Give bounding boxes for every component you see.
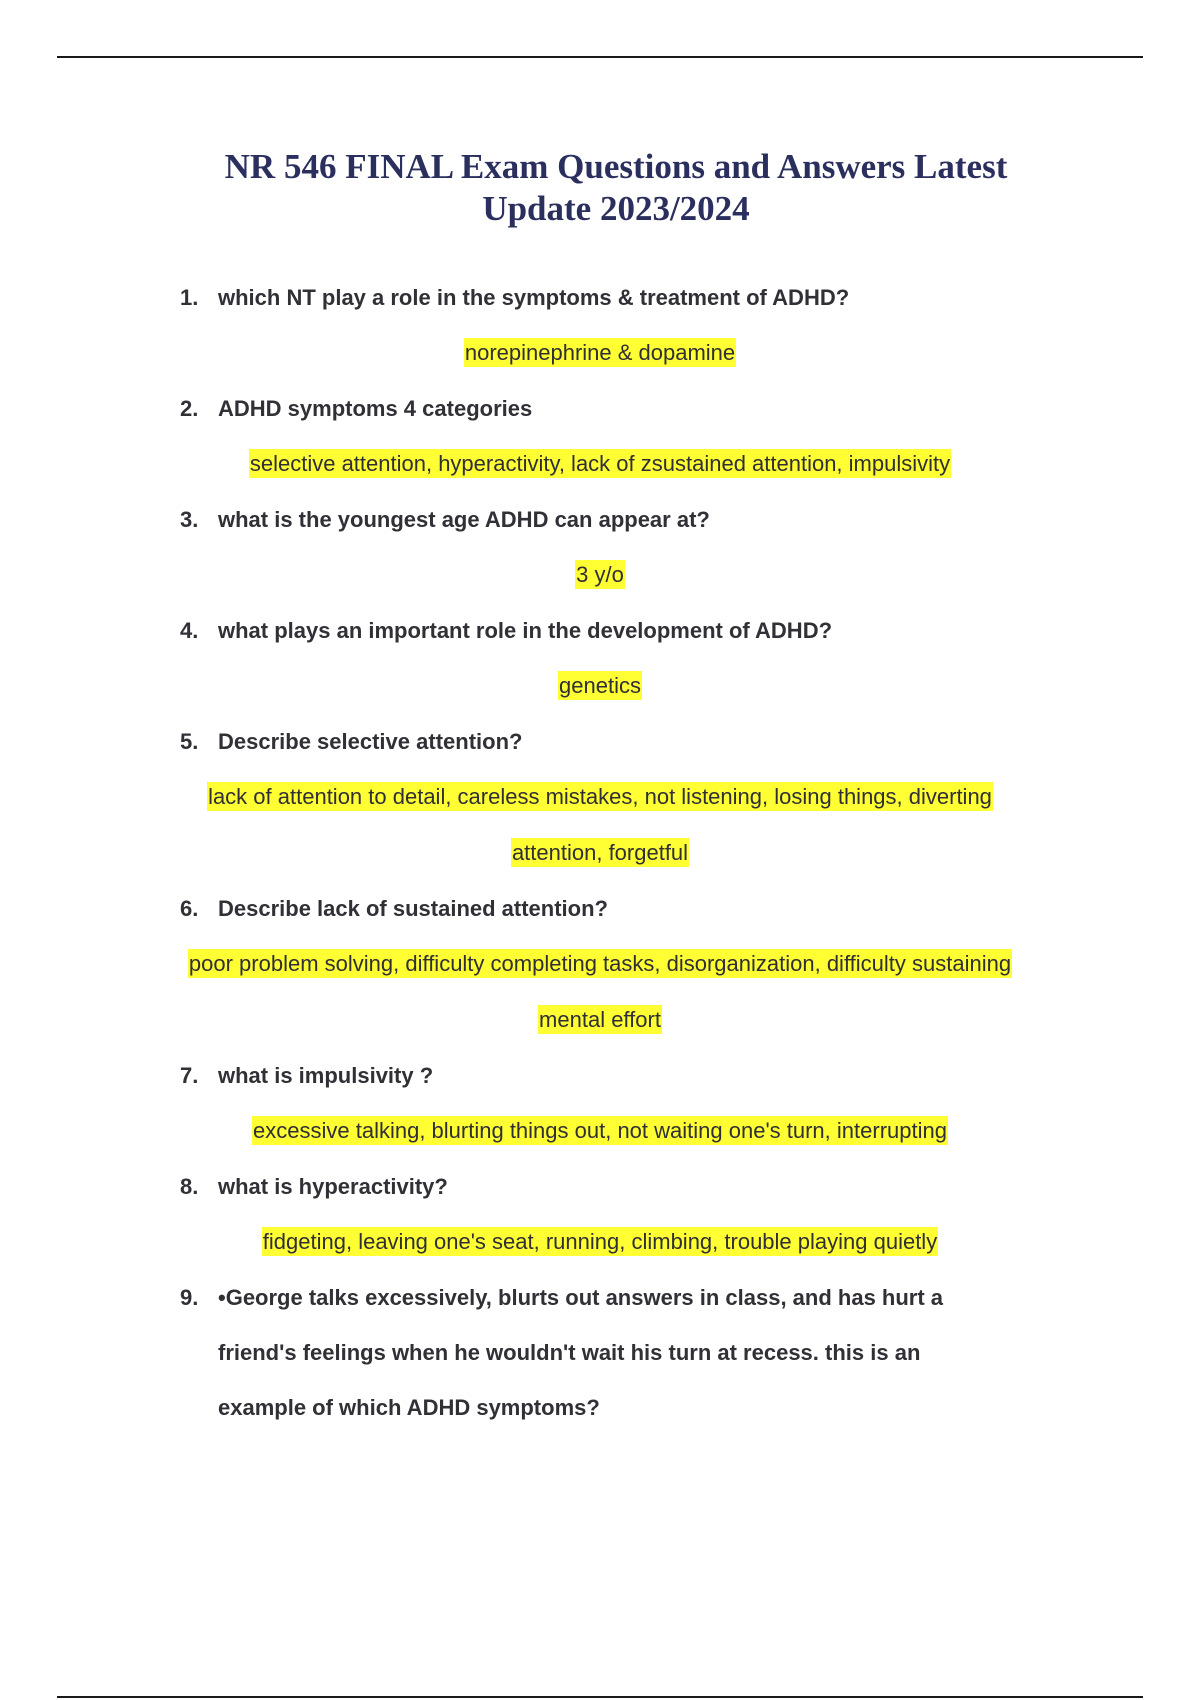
answer-highlight: 3 y/o xyxy=(576,562,624,587)
question-text xyxy=(218,1048,1038,1103)
question-text xyxy=(218,381,1038,436)
question-item xyxy=(0,603,1200,658)
question-item xyxy=(0,270,1200,325)
question-number: 3. xyxy=(180,507,199,532)
question-item xyxy=(0,492,1200,547)
question-line: what is the youngest age ADHD can appear at? xyxy=(218,507,710,532)
question-text xyxy=(218,881,1038,936)
question-number: 1. xyxy=(180,285,199,310)
answer-highlight: norepinephrine & dopamine xyxy=(464,340,736,365)
question-line: which NT play a role in the symptoms & treatment of ADHD? xyxy=(218,285,850,310)
question-line: what is hyperactivity? xyxy=(218,1174,448,1199)
question-line: friend's feelings when he wouldn't wait his turn at recess. this is an xyxy=(218,1340,921,1365)
question-number: 5. xyxy=(180,729,199,754)
answer-item xyxy=(0,547,1200,603)
answer-highlight: mental effort xyxy=(539,1007,661,1032)
answer-item xyxy=(0,769,1200,881)
question-number: 9. xyxy=(180,1285,199,1310)
question-number: 6. xyxy=(180,896,199,921)
question-item xyxy=(0,881,1200,936)
question-line: what is impulsivity ? xyxy=(218,1063,434,1088)
question-item xyxy=(0,1270,1200,1435)
qa-list xyxy=(0,270,1200,1435)
answer-item xyxy=(0,936,1200,1048)
answer-highlight: attention, forgetful xyxy=(511,840,689,865)
question-text xyxy=(218,1159,1038,1214)
answer-highlight: excessive talking, blurting things out, not waiting one's turn, interrupting xyxy=(253,1118,947,1143)
answer-item xyxy=(0,325,1200,381)
answer-item xyxy=(0,1214,1200,1270)
question-line: ADHD symptoms 4 categories xyxy=(218,396,533,421)
question-number: 8. xyxy=(180,1174,199,1199)
question-item xyxy=(0,714,1200,769)
title-line-1: NR 546 FINAL Exam Questions and Answers Latest xyxy=(224,147,1008,186)
question-text xyxy=(218,270,1038,325)
answer-item xyxy=(0,1103,1200,1159)
question-line: what plays an important role in the development of ADHD? xyxy=(218,618,833,643)
question-line: •George talks excessively, blurts out answers in class, and has hurt a xyxy=(218,1285,944,1310)
question-line: Describe selective attention? xyxy=(218,729,523,754)
question-text xyxy=(218,603,1038,658)
question-item xyxy=(0,381,1200,436)
question-line: Describe lack of sustained attention? xyxy=(218,896,608,921)
question-number: 7. xyxy=(180,1063,199,1088)
question-text xyxy=(218,714,1038,769)
bottom-rule xyxy=(57,1696,1143,1698)
top-rule xyxy=(57,56,1143,58)
question-text xyxy=(218,492,1038,547)
page-title xyxy=(120,146,1112,230)
answer-highlight: poor problem solving, difficulty completing tasks, disorganization, difficulty sustaining xyxy=(188,951,1012,976)
answer-item xyxy=(0,658,1200,714)
answer-highlight: genetics xyxy=(559,673,641,698)
answer-highlight: fidgeting, leaving one's seat, running, climbing, trouble playing quietly xyxy=(262,1229,938,1254)
question-number: 4. xyxy=(180,618,199,643)
answer-highlight: lack of attention to detail, careless mistakes, not listening, losing things, diverting xyxy=(208,784,992,809)
question-item xyxy=(0,1048,1200,1103)
question-number: 2. xyxy=(180,396,199,421)
question-item xyxy=(0,1159,1200,1214)
question-line: example of which ADHD symptoms? xyxy=(218,1395,600,1420)
answer-item xyxy=(0,436,1200,492)
answer-highlight: selective attention, hyperactivity, lack of zsustained attention, impulsivity xyxy=(249,451,951,476)
title-line-2: Update 2023/2024 xyxy=(482,189,750,228)
question-text xyxy=(218,1270,1038,1435)
